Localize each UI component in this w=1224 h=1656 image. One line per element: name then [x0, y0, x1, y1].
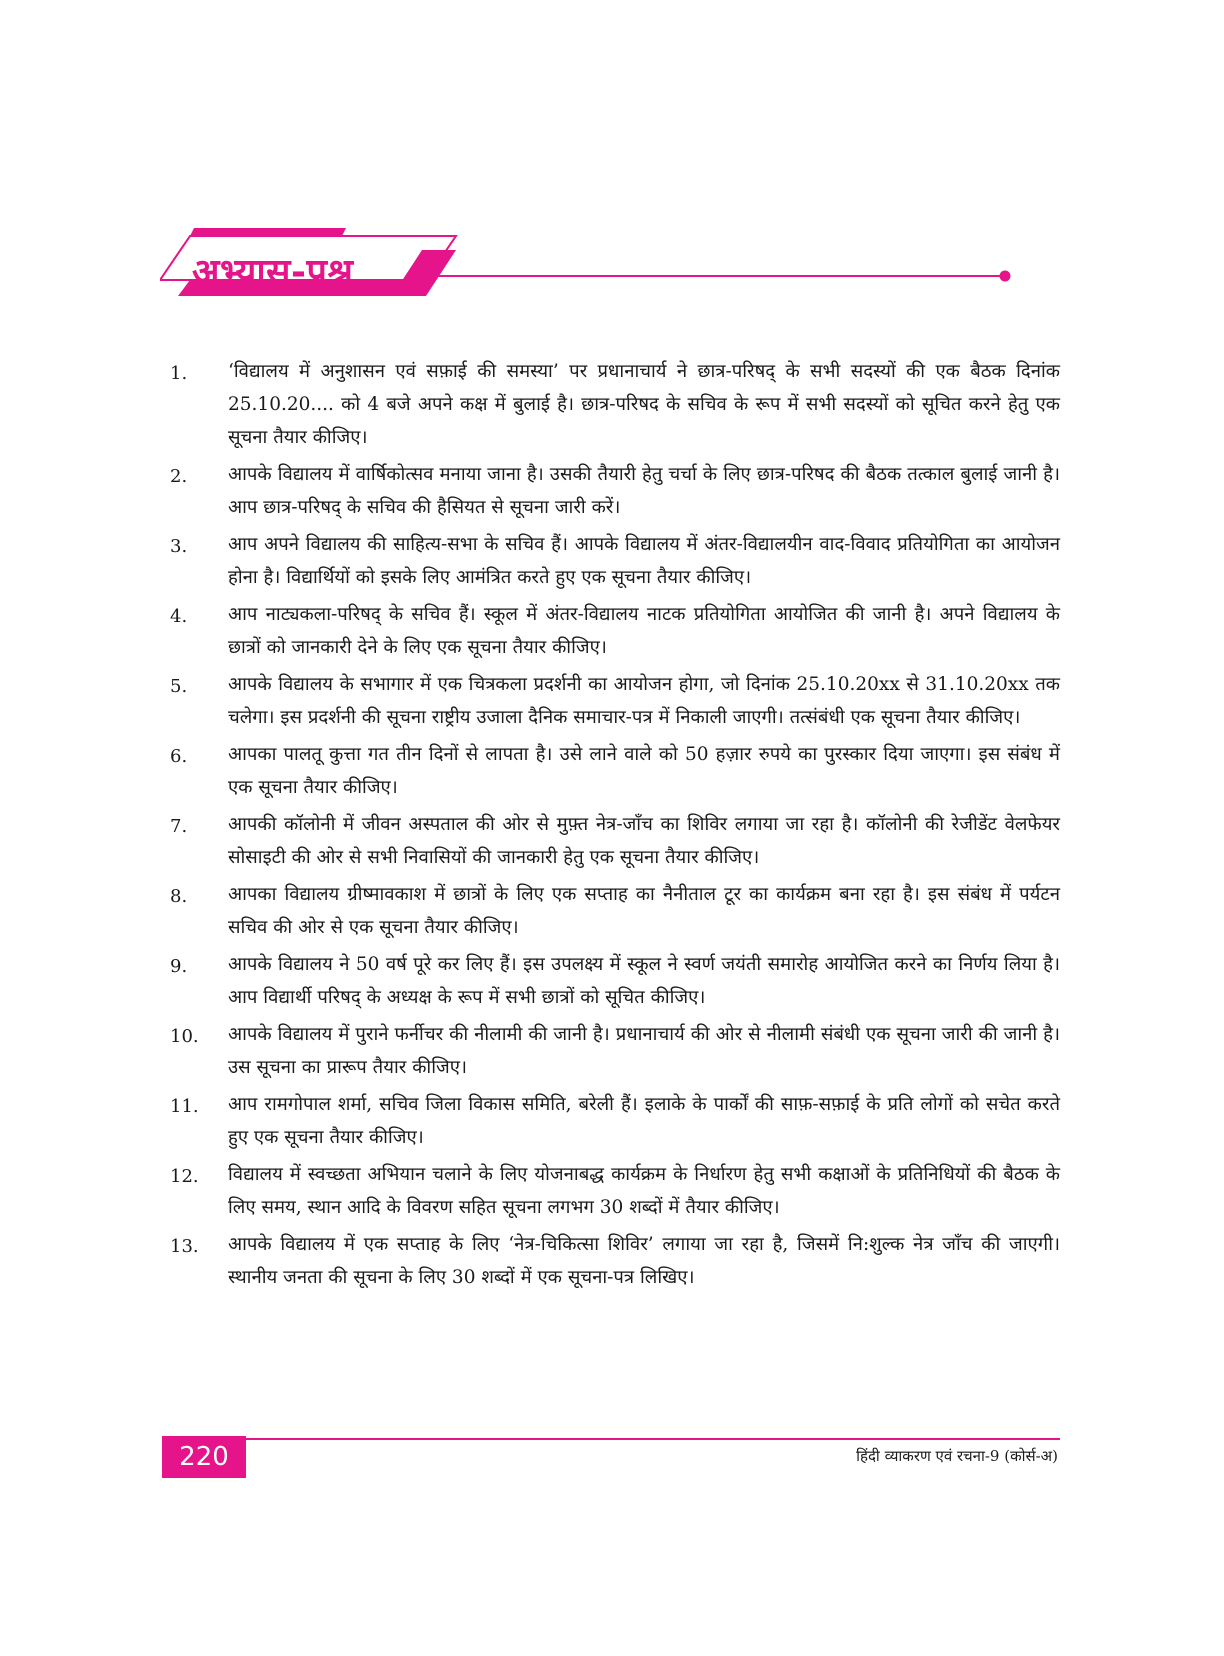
book-title: हिंदी व्याकरण एवं रचना-9 (कोर्स-अ): [856, 1447, 1058, 1465]
question-number: 1.: [170, 363, 188, 384]
question-text: आपके विद्यालय के सभागार में एक चित्रकला प्रदर्शनी का आयोजन होगा, जो दिनांक 25.10.20xx से 31.10.20xx तक चलेगा। इस प्रदर्शनी की सूचना राष्ट्रीय उजाला दैनिक समाचार-पत्र में निकाली जाएगी। तत्संबंधी एक सूचना तैयार कीजिए।: [228, 674, 1060, 728]
question-item: [170, 738, 1060, 804]
page-number: 220: [162, 1436, 246, 1478]
question-number: 10.: [170, 1026, 199, 1047]
question-number: 5.: [170, 676, 188, 697]
question-item: [170, 878, 1060, 944]
question-item: [170, 1088, 1060, 1154]
question-text: आपके विद्यालय में एक सप्ताह के लिए ‘नेत्र-चिकित्सा शिविर’ लगाया जा रहा है, जिसमें नि:शुल्क नेत्र जाँच की जाएगी। स्थानीय जनता की सूचना के लिए 30 शब्दों में एक सूचना-पत्र लिखिए।: [228, 1234, 1060, 1288]
question-number: 11.: [170, 1096, 199, 1117]
question-item: [170, 355, 1060, 454]
question-number: 13.: [170, 1236, 199, 1257]
question-item: [170, 598, 1060, 664]
question-text: ‘विद्यालय में अनुशासन एवं सफ़ाई की समस्या’ पर प्रधानाचार्य ने छात्र-परिषद् के सभी सदस्यों की एक बैठक दिनांक 25.10.20.... को 4 बजे अपने कक्ष में बुलाई है। छात्र-परिषद के सचिव के रूप में सभी सदस्यों को सूचित करने हेतु एक सूचना तैयार कीजिए।: [228, 361, 1060, 448]
question-text: आप अपने विद्यालय की साहित्य-सभा के सचिव हैं। आपके विद्यालय में अंतर-विद्यालयीन वाद-विवाद प्रतियोगिता का आयोजन होना है। विद्यार्थियों को इसके लिए आमंत्रित करते हुए एक सूचना तैयार कीजिए।: [228, 534, 1060, 588]
header-line-end-dot: [1000, 271, 1011, 282]
question-number: 8.: [170, 886, 188, 907]
question-item: [170, 528, 1060, 594]
question-item: [170, 1228, 1060, 1294]
question-list: [170, 355, 1060, 1298]
question-text: आपका पालतू कुत्ता गत तीन दिनों से लापता है। उसे लाने वाले को 50 हज़ार रुपये का पुरस्कार दिया जाएगा। इस संबंध में एक सूचना तैयार कीजिए।: [228, 744, 1060, 798]
question-item: [170, 458, 1060, 524]
question-text: आपका विद्यालय ग्रीष्मावकाश में छात्रों के लिए एक सप्ताह का नैनीताल टूर का कार्यक्रम बना रहा है। इस संबंध में पर्यटन सचिव की ओर से एक सूचना तैयार कीजिए।: [228, 884, 1060, 938]
question-number: 9.: [170, 956, 188, 977]
question-text: आप रामगोपाल शर्मा, सचिव जिला विकास समिति, बरेली हैं। इलाके के पार्कों की साफ़-सफ़ाई के प्रति लोगों को सचेत करते हुए एक सूचना तैयार कीजिए।: [228, 1094, 1060, 1148]
section-header: [160, 228, 1080, 316]
question-text: आपकी कॉलोनी में जीवन अस्पताल की ओर से मुफ़्त नेत्र-जाँच का शिविर लगाया जा रहा है। कॉलोनी की रेजीडेंट वेलफेयर सोसाइटी की ओर से सभी निवासियों की जानकारी हेतु एक सूचना तैयार कीजिए।: [228, 814, 1060, 868]
question-item: [170, 1018, 1060, 1084]
question-text: आपके विद्यालय ने 50 वर्ष पूरे कर लिए हैं। इस उपलक्ष्य में स्कूल ने स्वर्ण जयंती समारोह आयोजित करने का निर्णय लिया है। आप विद्यार्थी परिषद् के अध्यक्ष के रूप में सभी छात्रों को सूचित कीजिए।: [228, 954, 1060, 1008]
question-item: [170, 1158, 1060, 1224]
section-title: अभ्यास-प्रश्न: [192, 252, 354, 293]
question-text: आपके विद्यालय में पुराने फर्नीचर की नीलामी की जानी है। प्रधानाचार्य की ओर से नीलामी संबंधी एक सूचना जारी की जानी है। उस सूचना का प्रारूप तैयार कीजिए।: [228, 1024, 1060, 1078]
question-number: 3.: [170, 536, 188, 557]
question-number: 6.: [170, 746, 188, 767]
question-number: 4.: [170, 606, 188, 627]
question-number: 12.: [170, 1166, 199, 1187]
question-item: [170, 948, 1060, 1014]
question-text: विद्यालय में स्वच्छता अभियान चलाने के लिए योजनाबद्ध कार्यक्रम के निर्धारण हेतु सभी कक्षाओं के प्रतिनिधियों की बैठक के लिए समय, स्थान आदि के विवरण सहित सूचना लगभग 30 शब्दों में तैयार कीजिए।: [228, 1164, 1060, 1218]
question-item: [170, 668, 1060, 734]
footer-rule: [244, 1438, 1060, 1440]
question-number: 2.: [170, 466, 188, 487]
question-item: [170, 808, 1060, 874]
question-text: आप नाट्यकला-परिषद् के सचिव हैं। स्कूल में अंतर-विद्यालय नाटक प्रतियोगिता आयोजित की जानी है। अपने विद्यालय के छात्रों को जानकारी देने के लिए एक सूचना तैयार कीजिए।: [228, 604, 1060, 658]
question-number: 7.: [170, 816, 188, 837]
question-text: आपके विद्यालय में वार्षिकोत्सव मनाया जाना है। उसकी तैयारी हेतु चर्चा के लिए छात्र-परिषद की बैठक तत्काल बुलाई जानी है। आप छात्र-परिषद् के सचिव की हैसियत से सूचना जारी करें।: [228, 464, 1060, 518]
